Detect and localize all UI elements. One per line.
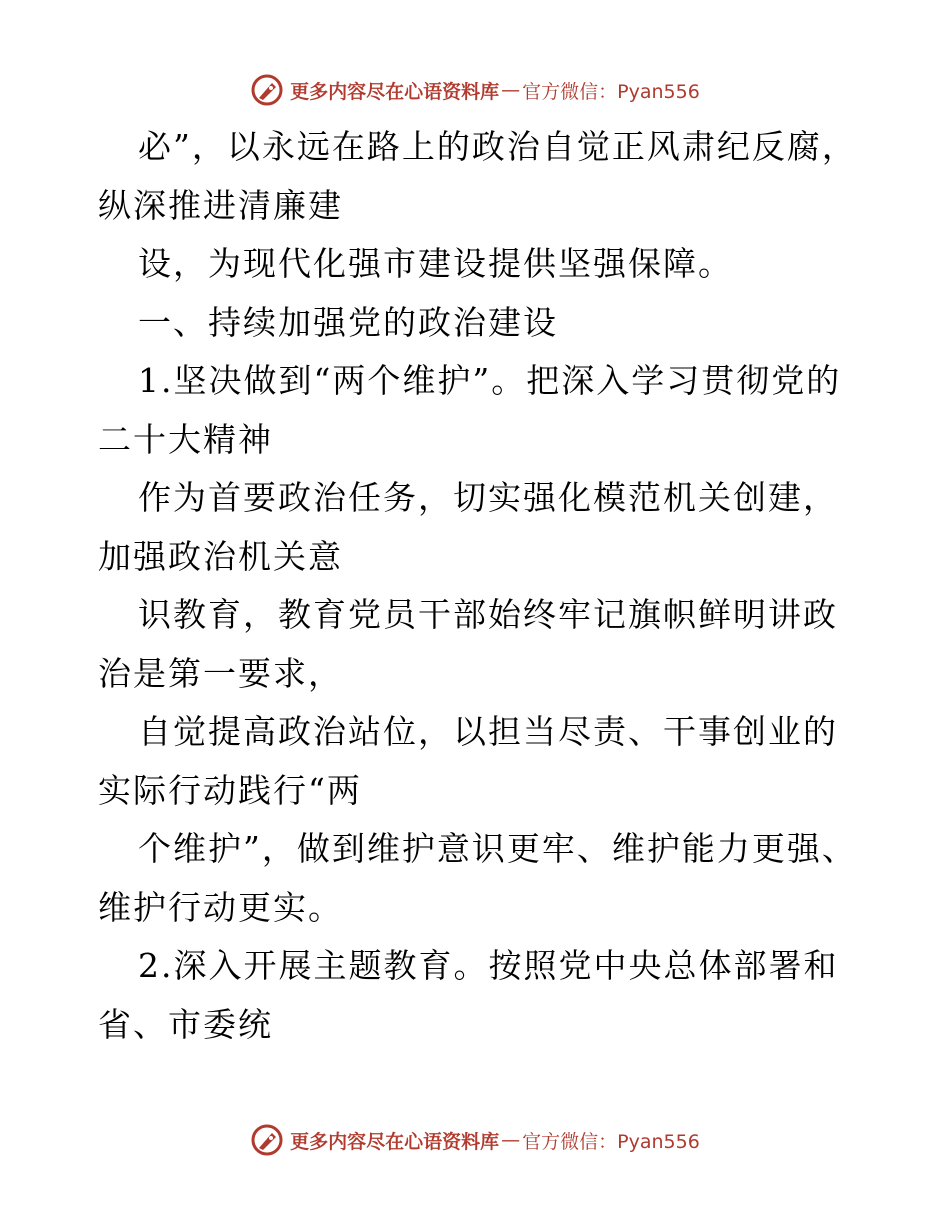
paragraph: 设，为现代化强市建设提供坚强保障。 (138, 244, 733, 283)
paragraph: 1.坚决做到“两个维护”。把深入学习贯彻党的二十大精神 (98, 361, 842, 459)
watermark-separator: — (501, 79, 521, 101)
paragraph: 作为首要政治任务，切实强化模范机关创建，加强政治机关意 (98, 478, 838, 576)
paragraph: 个维护”，做到维护意识更牢、维护能力更强、维护行动更实。 (98, 829, 857, 927)
watermark-main-text: 更多内容尽在心语资料库 (290, 80, 500, 103)
paragraph: 自觉提高政治站位，以担当尽责、干事创业的实际行动践行“两 (98, 712, 838, 810)
watermark-separator: — (501, 1129, 521, 1151)
pen-nib-circle-icon (250, 1123, 284, 1157)
header-watermark (0, 70, 950, 110)
footer-watermark (0, 1120, 950, 1160)
pen-nib-circle-icon (250, 73, 284, 107)
paragraph: 识教育，教育党员干部始终牢记旗帜鲜明讲政治是第一要求， (98, 595, 838, 693)
watermark-main-text: 更多内容尽在心语资料库 (290, 1130, 500, 1153)
paragraph: 2.深入开展主题教育。按照党中央总体部署和省、市委统 (98, 946, 839, 1044)
paragraph: 必”，以永远在路上的政治自觉正风肃纪反腐，纵深推进清廉建 (98, 127, 857, 225)
section-heading: 一、持续加强党的政治建设 (138, 302, 558, 342)
watermark-wechat-text: 官方微信：Pyan556 (522, 1130, 700, 1153)
watermark-wechat-text: 官方微信：Pyan556 (522, 80, 700, 103)
document-body (98, 118, 858, 1054)
